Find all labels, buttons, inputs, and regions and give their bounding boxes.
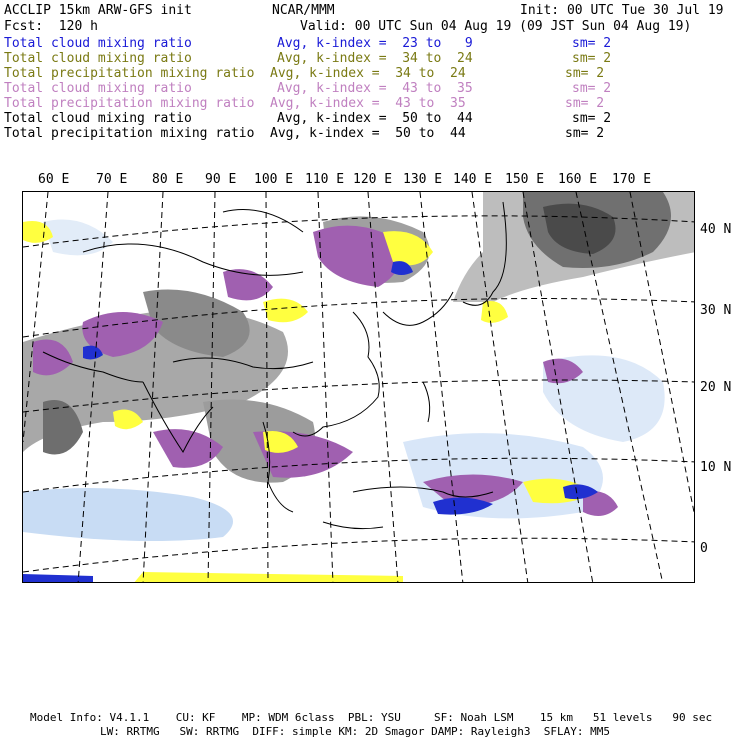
longitude-label: 120 E (353, 172, 393, 187)
legend-row-desc: Avg, k-index = 23 to 9 (277, 36, 473, 51)
longitude-label: 160 E (558, 172, 598, 187)
latitude-label: 20 N (700, 380, 732, 395)
coastline (423, 382, 430, 422)
legend-row-sm: sm= 2 (565, 96, 605, 111)
coastline (323, 522, 383, 529)
yellow-patch (263, 299, 308, 323)
legend-row-sm: sm= 2 (565, 66, 605, 81)
init-time: Init: 00 UTC Tue 30 Jul 19 (520, 3, 724, 18)
legend-row-field: Total cloud mixing ratio (4, 81, 192, 96)
legend-row-desc: Avg, k-index = 43 to 35 (270, 96, 466, 111)
latitude-label: 0 (700, 541, 708, 556)
legend-row-sm: sm= 2 (565, 126, 605, 141)
border (223, 210, 303, 233)
longitude-label: 110 E (305, 172, 345, 187)
legend-row-desc: Avg, k-index = 43 to 35 (277, 81, 473, 96)
longitude-label: 60 E (38, 172, 70, 187)
border (83, 244, 303, 275)
latitude-line (23, 538, 695, 572)
latitude-label: 40 N (700, 222, 732, 237)
coastline (383, 292, 453, 325)
longitude-label: 130 E (403, 172, 443, 187)
legend-row-desc: Avg, k-index = 50 to 44 (270, 126, 466, 141)
model-info-line1: Model Info: V4.1.1 CU: KF MP: WDM 6class PBL: YSU SF: Noah LSM 15 km 51 levels 90 sec (30, 711, 713, 724)
longitude-label: 80 E (152, 172, 184, 187)
latitude-label: 10 N (700, 460, 732, 475)
legend-row-sm: sm= 2 (572, 51, 612, 66)
map-canvas (23, 192, 695, 583)
model-info-line2: LW: RRTMG SW: RRTMG DIFF: simple KM: 2D Smagor DAMP: Rayleigh3 SFLAY: MM5 (100, 725, 610, 738)
plot-title: ACCLIP 15km ARW-GFS init (4, 3, 192, 18)
legend-row-sm: sm= 2 (572, 36, 612, 51)
latitude-label: 30 N (700, 303, 732, 318)
coastline (293, 312, 379, 436)
legend-row-field: Total cloud mixing ratio (4, 51, 192, 66)
longitude-label: 70 E (96, 172, 128, 187)
light-cloud-patch (23, 488, 233, 541)
organization-label: NCAR/MMM (272, 3, 335, 18)
valid-time: Valid: 00 UTC Sun 04 Aug 19 (09 JST Sun 04 Aug 19) (300, 19, 692, 34)
longitude-label: 170 E (612, 172, 652, 187)
longitude-label: 90 E (205, 172, 237, 187)
light-cloud-patch (403, 433, 603, 518)
longitude-label: 150 E (505, 172, 545, 187)
legend-row-desc: Avg, k-index = 34 to 24 (270, 66, 466, 81)
longitude-label: 100 E (254, 172, 294, 187)
legend-row-field: Total precipitation mixing ratio (4, 96, 255, 111)
legend-row-desc: Avg, k-index = 50 to 44 (277, 111, 473, 126)
legend-row-sm: sm= 2 (572, 111, 612, 126)
legend-row-field: Total cloud mixing ratio (4, 111, 192, 126)
longitude-label: 140 E (453, 172, 493, 187)
legend-row-field: Total precipitation mixing ratio (4, 66, 255, 81)
yellow-patch (481, 301, 508, 323)
legend-row-desc: Avg, k-index = 34 to 24 (277, 51, 473, 66)
blue-patch (23, 574, 93, 583)
map-panel (22, 191, 695, 583)
legend-row-field: Total precipitation mixing ratio (4, 126, 255, 141)
legend-row-sm: sm= 2 (572, 81, 612, 96)
legend-row-field: Total cloud mixing ratio (4, 36, 192, 51)
forecast-hour: Fcst: 120 h (4, 19, 98, 34)
